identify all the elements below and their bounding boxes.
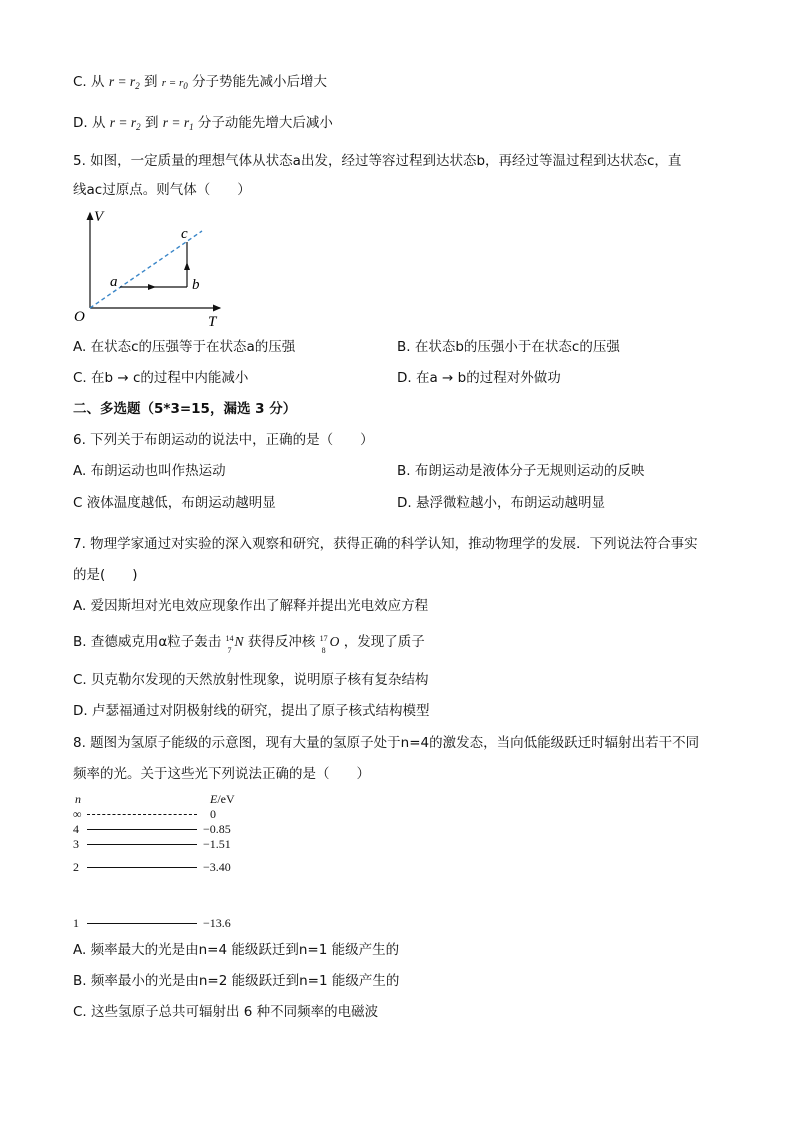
q8-option-c: C. 这些氢原子总共可辐射出 6 种不同频率的电磁波: [73, 1004, 379, 1020]
level-2-n: 2: [73, 860, 79, 874]
q7-b-nitrogen: 14 7 N: [225, 634, 244, 655]
level-4-e: −0.85: [203, 822, 231, 836]
q7-option-a: A. 爱因斯坦对光电效应现象作出了解释并提出光电效应方程: [73, 598, 429, 614]
level-2-line: [87, 867, 197, 868]
q7-b-pre: B. 查德威克用α粒子轰击: [73, 634, 222, 650]
q7-b-mid: 获得反冲核: [247, 634, 316, 650]
q5-ab-arrow: [148, 284, 156, 290]
q7-option-c: C. 贝克勒尔发现的天然放射性现象，说明原子核有复杂结构: [73, 672, 429, 688]
level-4-line: [87, 829, 197, 830]
level-inf-n: ∞: [73, 807, 82, 821]
level-inf-e: 0: [210, 807, 216, 821]
diagram-n-header: n: [75, 792, 81, 806]
section2-title: 二、多选题（5*3=15，漏选 3 分）: [73, 401, 297, 417]
level-2-e: −3.40: [203, 860, 231, 874]
q5-option-b: B. 在状态b的压强小于在状态c的压强: [397, 339, 620, 355]
q4-d-suffix: 分子动能先增大后减小: [197, 115, 333, 131]
diagram-e-header: E/eV: [210, 792, 235, 806]
q4-option-d: [73, 113, 333, 137]
q4-d-mid: 到: [144, 115, 159, 131]
q4-c-suffix: 分子势能先减小后增大: [192, 74, 328, 90]
q7-stem-line2: 的是( ): [73, 567, 138, 583]
q7-option-d: D. 卢瑟福通过对阴极射线的研究，提出了原子核式结构模型: [73, 703, 430, 719]
q6-option-a: A. 布朗运动也叫作热运动: [73, 463, 226, 479]
q4-d-math2: $r = r_1$: [162, 115, 194, 132]
q7-option-b: [73, 632, 425, 655]
q6-stem: 6. 下列关于布朗运动的说法中，正确的是（ ）: [73, 432, 374, 448]
q5-bc-arrow: [184, 262, 190, 270]
q6-option-b: B. 布朗运动是液体分子无规则运动的反映: [397, 463, 645, 479]
q8-option-a: A. 频率最大的光是由n=4 能级跃迁到n=1 能级产生的: [73, 942, 400, 958]
q5-label-t: T: [208, 314, 217, 330]
q6-option-d: D. 悬浮微粒越小，布朗运动越明显: [397, 495, 605, 511]
q5-label-o: O: [74, 309, 85, 325]
q6-option-c: C 液体温度越低，布朗运动越明显: [73, 495, 276, 511]
level-3-n: 3: [73, 837, 79, 851]
q5-label-v: V: [94, 209, 104, 225]
q8-stem-line2: 频率的光。关于这些光下列说法正确的是（ ）: [73, 766, 370, 782]
q8-stem-line1: 8. 题图为氢原子能级的示意图，现有大量的氢原子处于n=4的激发态，当向低能级跃迁时辐射出若干不同: [73, 735, 700, 751]
q5-stem-line2: 线ac过原点。则气体（ ）: [73, 182, 251, 198]
level-4-n: 4: [73, 822, 79, 836]
q4-d-math1: $r = r_2$: [109, 115, 141, 132]
level-1-n: 1: [73, 916, 79, 930]
q5-label-c: c: [181, 226, 188, 242]
q5-vt-graph: [70, 205, 230, 330]
q5-label-b: b: [192, 277, 200, 293]
q7-b-oxygen: 17 8 O: [319, 634, 340, 655]
q8-option-b: B. 频率最小的光是由n=2 能级跃迁到n=1 能级产生的: [73, 973, 400, 989]
q4-option-c: [73, 72, 327, 96]
q4-c-math1: $r = r_2$: [108, 74, 140, 91]
q5-option-d: D. 在a → b的过程对外做功: [397, 370, 561, 386]
q5-stem-line1: 5. 如图，一定质量的理想气体从状态a出发，经过等容过程到达状态b，再经过等温过程到达状态c，直: [73, 153, 682, 169]
level-3-e: −1.51: [203, 837, 231, 851]
q4-d-prefix: D. 从: [73, 115, 106, 131]
q4-c-math2: $r = r_0$: [161, 77, 188, 91]
level-1-line: [87, 923, 197, 924]
level-inf-line: [87, 814, 197, 815]
q5-option-c: C. 在b → c的过程中内能减小: [73, 370, 249, 386]
q4-c-mid: 到: [143, 74, 158, 90]
level-3-line: [87, 844, 197, 845]
q7-stem-line1: 7. 物理学家通过对实验的深入观察和研究，获得正确的科学认知，推动物理学的发展．下列说法符合事实: [73, 536, 698, 552]
q5-option-a: A. 在状态c的压强等于在状态a的压强: [73, 339, 296, 355]
q5-label-a: a: [110, 274, 118, 290]
q7-b-post: ，发现了质子: [343, 634, 425, 650]
q4-c-prefix: C. 从: [73, 74, 105, 90]
level-1-e: −13.6: [203, 916, 231, 930]
